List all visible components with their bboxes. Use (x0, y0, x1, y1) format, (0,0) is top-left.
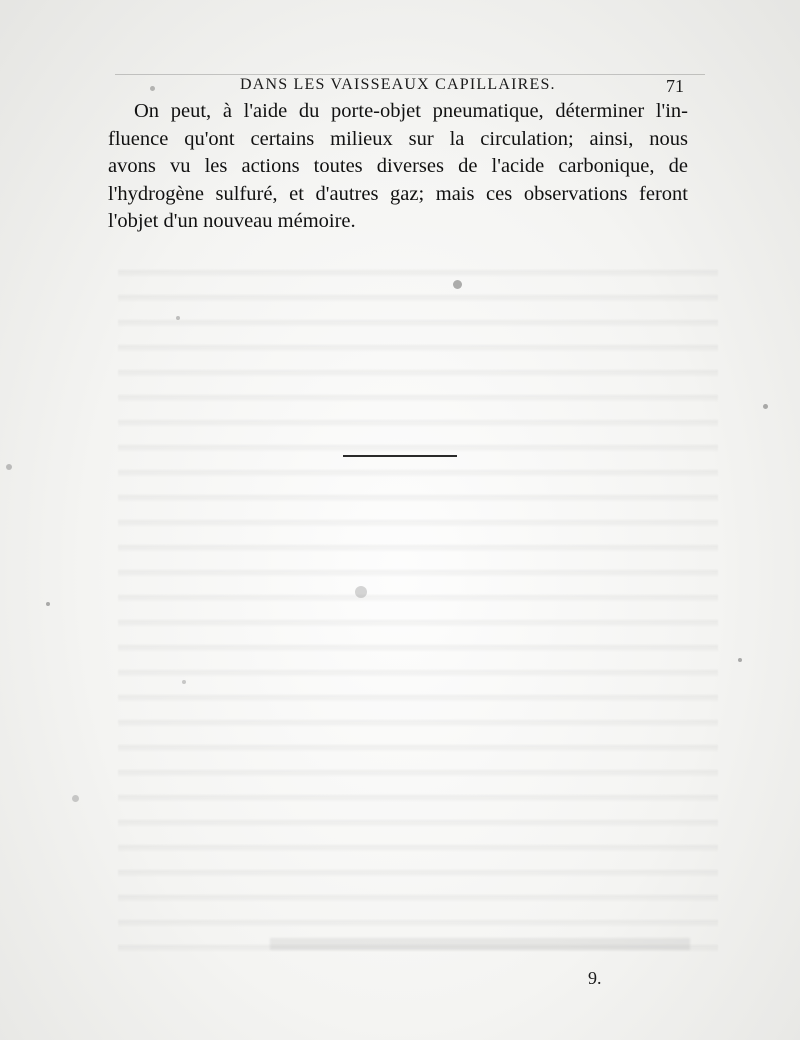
body-line: fluence qu'ont certains milieux sur la circulation; ainsi, nous (108, 127, 688, 150)
bleed-through-text (118, 255, 718, 955)
signature-mark: 9. (588, 968, 602, 988)
body-line: l'objet d'un nouveau mémoire. (108, 210, 356, 232)
section-end-rule (343, 455, 457, 457)
paper-speck (176, 316, 180, 320)
body-line: avons vu les actions toutes diverses de l'acide carbonique, de (108, 155, 688, 177)
paper-speck (72, 795, 79, 802)
paper-speck (355, 586, 367, 598)
page-number: 71 (666, 76, 684, 96)
paper-speck (763, 404, 768, 409)
running-head (110, 74, 710, 100)
paper-speck (182, 680, 186, 684)
paper-speck (6, 464, 12, 470)
paper-speck (150, 86, 155, 91)
running-title: DANS LES VAISSEAUX CAPILLAIRES. (240, 76, 556, 93)
body-line: l'hydrogène sulfuré, et d'autres gaz; mais ces observations feront (108, 182, 688, 205)
body-paragraph (108, 98, 688, 236)
paper-speck (46, 602, 50, 606)
body-line: On peut, à l'aide du porte-objet pneumatique, déterminer l'in- (134, 100, 688, 122)
paper-speck (738, 658, 742, 662)
paper-speck (453, 280, 462, 289)
bleed-through-footnote (270, 938, 690, 950)
